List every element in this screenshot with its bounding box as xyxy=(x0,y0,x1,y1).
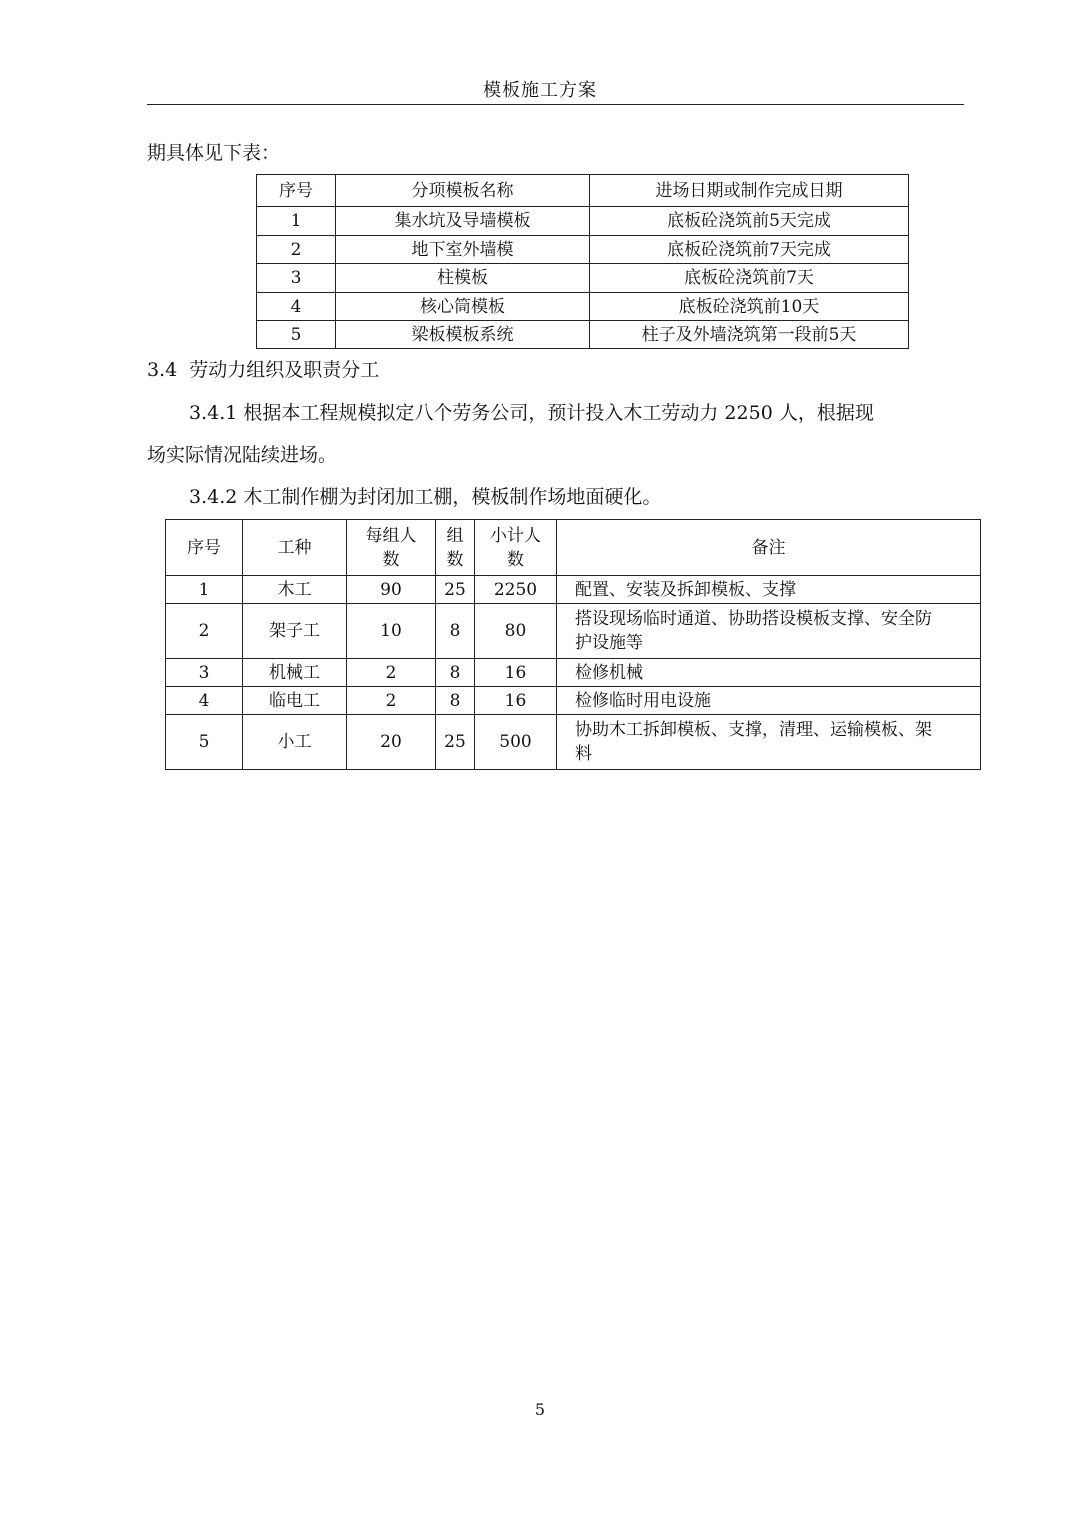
schedule-seq: 2 xyxy=(257,236,336,264)
table-row xyxy=(166,576,981,604)
schedule-header-date: 进场日期或制作完成日期 xyxy=(590,175,909,207)
labor-remark-line-1: 检修机械 xyxy=(575,662,643,683)
labor-trade: 架子工 xyxy=(243,604,347,659)
labor-trade: 机械工 xyxy=(243,659,347,687)
labor-seq: 4 xyxy=(166,687,243,715)
labor-remark xyxy=(557,604,981,659)
labor-groups: 8 xyxy=(436,604,475,659)
schedule-name: 集水坑及导墙模板 xyxy=(336,207,590,236)
labor-header-per-group-line-2: 数 xyxy=(382,549,400,570)
labor-remark-line-1: 搭设现场临时通道、协助搭设模板支撑、安全防 xyxy=(575,609,932,629)
labor-trade: 小工 xyxy=(243,715,347,770)
schedule-table xyxy=(256,174,909,349)
schedule-name: 地下室外墙模 xyxy=(336,236,590,264)
table-row xyxy=(166,715,981,770)
labor-table xyxy=(165,519,981,770)
paragraph-3-4-1-line-2: 场实际情况陆续进场。 xyxy=(147,444,338,466)
table-row xyxy=(257,293,909,321)
labor-subtotal: 500 xyxy=(475,715,557,770)
table-row xyxy=(257,321,909,349)
table-row xyxy=(166,659,981,687)
schedule-name: 核心筒模板 xyxy=(336,293,590,321)
schedule-date: 底板砼浇筑前10天 xyxy=(590,293,909,321)
paragraph-3-4-2: 3.4.2 木工制作棚为封闭加工棚，模板制作场地面硬化。 xyxy=(189,486,662,508)
labor-remark-line-1: 检修临时用电设施 xyxy=(575,690,711,711)
labor-subtotal: 16 xyxy=(475,659,557,687)
labor-trade: 木工 xyxy=(243,576,347,604)
table-row xyxy=(257,207,909,236)
labor-seq: 3 xyxy=(166,659,243,687)
labor-subtotal: 2250 xyxy=(475,576,557,604)
schedule-date: 柱子及外墙浇筑第一段前5天 xyxy=(590,321,909,349)
labor-header-groups-line-2: 数 xyxy=(446,549,464,570)
schedule-seq: 1 xyxy=(257,207,336,236)
labor-remark xyxy=(557,687,981,715)
schedule-header-seq: 序号 xyxy=(257,175,336,207)
schedule-seq: 4 xyxy=(257,293,336,321)
labor-header-per-group xyxy=(347,520,436,576)
labor-groups: 8 xyxy=(436,659,475,687)
labor-remark-line-1: 配置、安装及拆卸模板、支撑 xyxy=(575,579,796,600)
labor-per-group: 20 xyxy=(347,715,436,770)
labor-per-group: 10 xyxy=(347,604,436,659)
table-row xyxy=(257,264,909,293)
schedule-date: 底板砼浇筑前7天完成 xyxy=(590,236,909,264)
labor-subtotal: 80 xyxy=(475,604,557,659)
section-heading: 3.4 劳动力组织及职责分工 xyxy=(147,359,380,381)
schedule-seq: 5 xyxy=(257,321,336,349)
table-row xyxy=(257,236,909,264)
labor-per-group: 2 xyxy=(347,687,436,715)
labor-seq: 2 xyxy=(166,604,243,659)
labor-seq: 1 xyxy=(166,576,243,604)
schedule-header-row xyxy=(257,175,909,207)
table-row xyxy=(166,604,981,659)
intro-text: 期具体见下表： xyxy=(147,142,281,164)
labor-groups: 25 xyxy=(436,715,475,770)
labor-per-group: 90 xyxy=(347,576,436,604)
labor-header-groups-line-1: 组 xyxy=(446,525,464,546)
labor-seq: 5 xyxy=(166,715,243,770)
schedule-seq: 3 xyxy=(257,264,336,293)
labor-header-seq: 序号 xyxy=(166,520,243,576)
labor-header-subtotal xyxy=(475,520,557,576)
page-header-title: 模板施工方案 xyxy=(483,80,597,101)
table-row xyxy=(166,687,981,715)
labor-header-subtotal-line-1: 小计人 xyxy=(490,525,541,546)
labor-remark xyxy=(557,659,981,687)
labor-per-group: 2 xyxy=(347,659,436,687)
labor-header-groups xyxy=(436,520,475,576)
labor-remark-line-2: 护设施等 xyxy=(575,633,643,653)
schedule-name: 柱模板 xyxy=(336,264,590,293)
paragraph-3-4-1-line-1: 3.4.1 根据本工程规模拟定八个劳务公司，预计投入木工劳动力 2250 人，根据现 xyxy=(189,402,874,424)
labor-remark-line-1: 协助木工拆卸模板、支撑，清理、运输模板、架 xyxy=(575,720,932,740)
labor-remark xyxy=(557,715,981,770)
labor-remark xyxy=(557,576,981,604)
labor-header-per-group-line-1: 每组人 xyxy=(365,525,417,546)
labor-groups: 8 xyxy=(436,687,475,715)
schedule-date: 底板砼浇筑前7天 xyxy=(590,264,909,293)
labor-header-row xyxy=(166,520,981,576)
schedule-name: 梁板模板系统 xyxy=(336,321,590,349)
labor-header-remarks: 备注 xyxy=(557,520,981,576)
labor-groups: 25 xyxy=(436,576,475,604)
schedule-header-name: 分项模板名称 xyxy=(336,175,590,207)
labor-subtotal: 16 xyxy=(475,687,557,715)
schedule-date: 底板砼浇筑前5天完成 xyxy=(590,207,909,236)
labor-trade: 临电工 xyxy=(243,687,347,715)
labor-header-subtotal-line-2: 数 xyxy=(507,549,524,570)
labor-remark-line-2: 料 xyxy=(575,744,592,764)
page-number: 5 xyxy=(534,1400,546,1419)
header-divider xyxy=(147,104,964,105)
labor-header-trade: 工种 xyxy=(243,520,347,576)
